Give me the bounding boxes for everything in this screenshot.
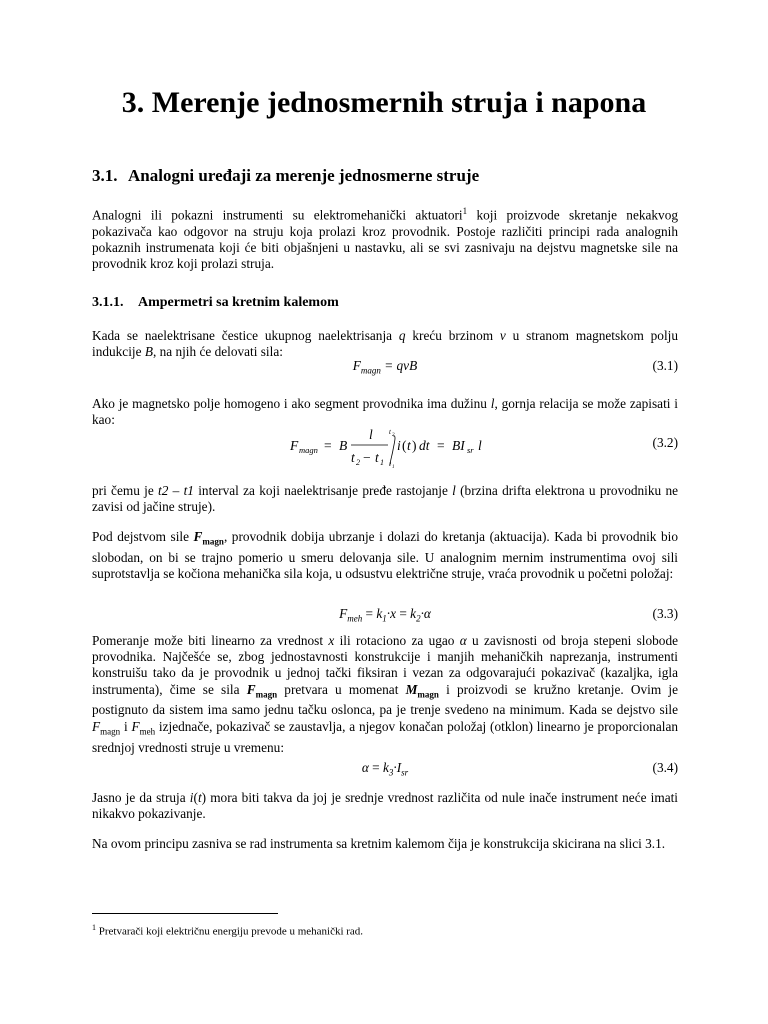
svg-text:1: 1	[392, 465, 395, 470]
subsection-heading	[92, 295, 339, 311]
section-heading	[92, 166, 479, 186]
svg-text:dt: dt	[419, 438, 430, 453]
svg-text:l: l	[369, 427, 373, 442]
page-title: 3. Merenje jednosmernih struja i napona	[121, 86, 647, 119]
svg-text:=: =	[437, 438, 445, 453]
svg-text:−: −	[363, 450, 371, 465]
paragraph-actuation: Pod dejstvom sile $F_{magn}$, provodnik dobija ubrzanje i dolazi do kretanja (aktuacija). Kada bi provodnik bio slobodan, on bi se trajno pomerio u smeru delovanja sile. U analognim mernim instrumentima ovoj sili suprotstavlja se kočiona mehanička sila koja, u odsustvu električne struje, vraća provodnik u početni položaj:	[92, 529, 678, 582]
subsection-title: Ampermetri sa kretnim kalemom	[138, 295, 339, 310]
svg-text:2: 2	[392, 433, 395, 438]
subsection-number: 3.1.1.	[92, 295, 124, 310]
paragraph-movement: Pomeranje može biti linearno za vrednost x ili rotaciono za ugao α u zavisnosti od broja stepeni slobode provodnika. Najčešće se, zbog jednostavnosti konstrukcije i manjih mehaničkih naprezanja, instrumenti konstruišu tako da je provodnik u jednoj tački fiksiran i vezan za odgovarajući pokazivač (kazaljka, igla instrumenta), čime se sila $F_{magn}$ pretvara u momenat $M_{magn}$ i proizvodi se kružno kretanje. Ovim je postignuto da sistem ima samo jednu tačku oslonca, pa je trenje svedeno na minimum. Kada se dejstvo sile $F_{magn}$ i $F_{meh}$ izjednače, pokazivač se zaustavlja, a njegov konačan položaj (otklon) linearno je proporcionalan srednjoj vrednosti struje u vremenu:	[92, 633, 679, 755]
svg-text:l: l	[478, 438, 482, 453]
svg-text:): )	[412, 438, 417, 453]
paragraph-interval: pri čemu je t2 – t1 interval za koji naelektrisanje pređe rastojanje l (brzina drifta elektrona u provodniku ne zavisi od jačine struje).	[92, 483, 679, 515]
equation-number: (3.3)	[652, 606, 678, 621]
paragraph-force: Kada se naelektrisane čestice ukupnog naelektrisanja q kreću brzinom v u stranom magnetskom polju indukcije B, na njih će delovati sila:	[92, 328, 678, 360]
svg-text:(: (	[402, 438, 407, 453]
section-title: Analogni uređaji za merenje jednosmerne struje	[128, 166, 480, 185]
paragraph-condition: Jasno je da struja i(t) mora biti takva da joj je srednje vrednost različita od nule inače instrument neće imati nikakvo pokazivanje.	[92, 790, 678, 822]
equation-3-4: $\alpha = k_3\cdot I_{sr}$ (3.4)	[361, 760, 678, 778]
svg-text:t: t	[389, 460, 391, 468]
svg-text:F: F	[290, 438, 299, 453]
svg-text:i: i	[397, 438, 401, 453]
svg-text:1: 1	[380, 458, 384, 467]
svg-text:2: 2	[356, 458, 360, 467]
svg-text:t: t	[407, 438, 411, 453]
equation-3-2	[92, 422, 678, 470]
section-number: 3.1.	[92, 166, 118, 185]
svg-text:t: t	[351, 450, 355, 465]
svg-text:t: t	[375, 450, 379, 465]
equation-number: (3.1)	[652, 358, 678, 373]
svg-text:t: t	[389, 428, 391, 436]
equation-number: (3.2)	[652, 435, 678, 450]
paragraph-homogeneous: Ako je magnetsko polje homogeno i ako segment provodnika ima dužinu l, gornja relacija se može zapisati i kao:	[92, 396, 678, 428]
paragraph-principle: Na ovom principu zasniva se rad instrumenta sa kretnim kalemom čija je konstrukcija skicirana na slici 3.1.	[92, 836, 666, 851]
equation-3-3: $F_{meh} = k_1\cdot x = k_2\cdot\alpha$ (3.3)	[339, 606, 678, 624]
footnote-ref: 1	[462, 206, 468, 216]
footnote: $^1$ Pretvarači koji električnu energiju prevode u mehanički rad.	[92, 923, 364, 938]
equation-number: (3.4)	[652, 760, 678, 775]
svg-text:magn: magn	[299, 445, 318, 455]
footnote-divider	[92, 913, 278, 914]
equation-3-1: $F_{magn}$ = qvB (3.1)	[352, 358, 678, 376]
svg-text:BI: BI	[452, 438, 465, 453]
svg-text:B: B	[339, 438, 348, 453]
svg-text:sr: sr	[467, 445, 474, 455]
svg-text:=: =	[324, 438, 332, 453]
paragraph-intro: Analogni ili pokazni instrumenti su elektromehanički aktuatori$^1$ koji proizvode skretanje nekakvog pokazivača kao odgovor na struju koja prolazi kroz provodnik. Postoje različiti principi rada analognih pokaznih instrumenata koji će biti objašnjeni u nastavku, ali se svi zasnivaju na dejstvu magnetske sile na provodnik kroz koji prolazi struja.	[92, 206, 679, 272]
